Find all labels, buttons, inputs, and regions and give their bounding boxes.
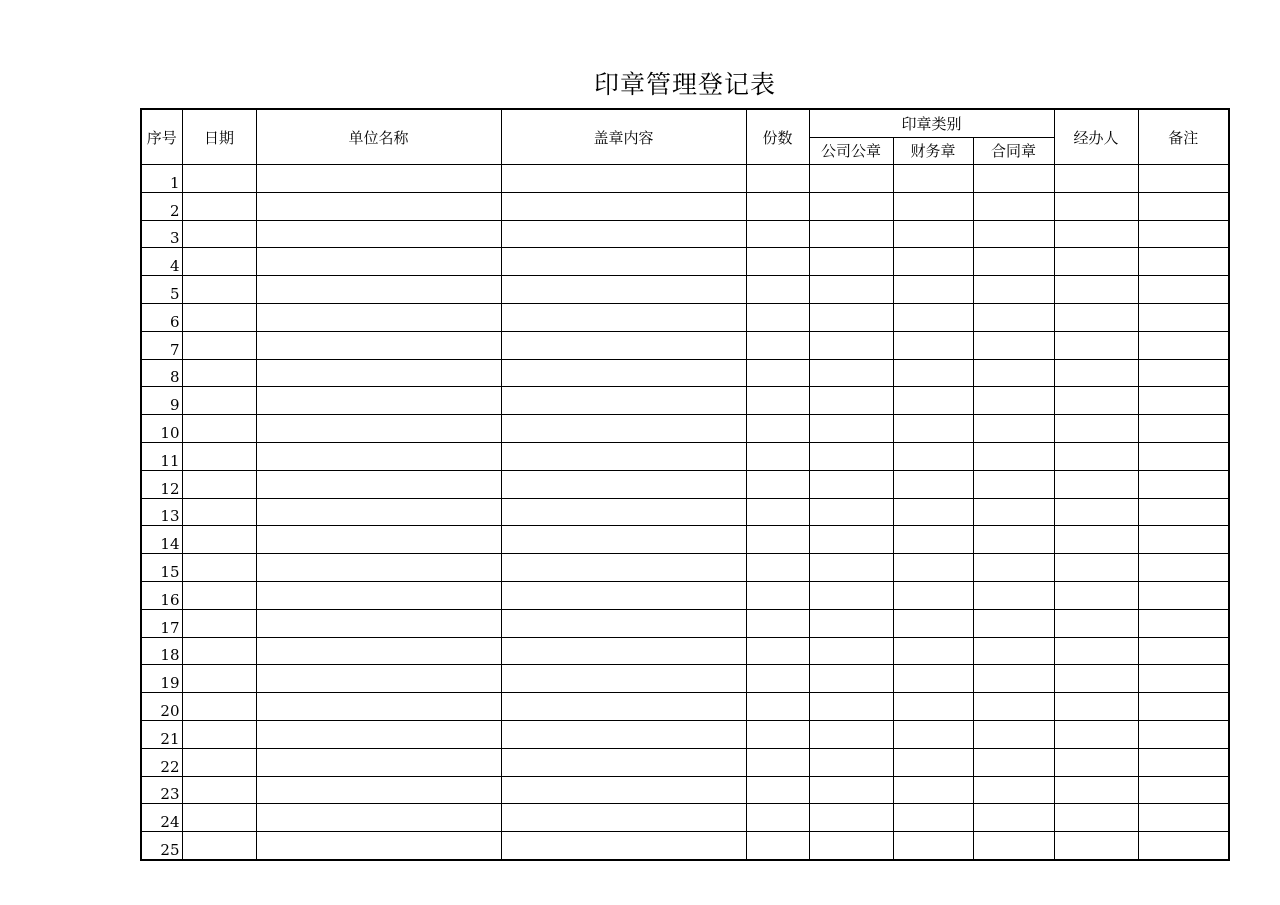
stamp-content-cell[interactable] xyxy=(501,748,746,776)
stamp-content-cell[interactable] xyxy=(501,165,746,193)
seal-finance-cell[interactable] xyxy=(893,804,973,832)
seal-contract-cell[interactable] xyxy=(973,248,1054,276)
seal-contract-cell[interactable] xyxy=(973,720,1054,748)
handler-cell[interactable] xyxy=(1054,609,1138,637)
handler-cell[interactable] xyxy=(1054,832,1138,860)
table-row xyxy=(141,581,1229,609)
seal-contract-cell[interactable] xyxy=(973,776,1054,804)
date-cell[interactable] xyxy=(182,192,256,220)
table-row xyxy=(141,526,1229,554)
stamp-content-cell[interactable] xyxy=(501,498,746,526)
seal-finance-cell[interactable] xyxy=(893,331,973,359)
unit-name-cell[interactable] xyxy=(256,248,501,276)
seal-company-cell[interactable] xyxy=(809,748,893,776)
seal-contract-cell[interactable] xyxy=(973,359,1054,387)
unit-name-cell[interactable] xyxy=(256,693,501,721)
table-row xyxy=(141,498,1229,526)
seal-finance-cell[interactable] xyxy=(893,387,973,415)
remarks-cell[interactable] xyxy=(1138,165,1229,193)
date-cell[interactable] xyxy=(182,276,256,304)
copies-cell[interactable] xyxy=(746,526,809,554)
unit-name-cell[interactable] xyxy=(256,303,501,331)
handler-cell[interactable] xyxy=(1054,665,1138,693)
seal-finance-cell[interactable] xyxy=(893,359,973,387)
seal-company-cell[interactable] xyxy=(809,832,893,860)
copies-cell[interactable] xyxy=(746,276,809,304)
unit-name-cell[interactable] xyxy=(256,415,501,443)
seq-cell: 2 xyxy=(141,192,182,220)
stamp-content-cell[interactable] xyxy=(501,804,746,832)
handler-cell[interactable] xyxy=(1054,748,1138,776)
seal-company-cell[interactable] xyxy=(809,720,893,748)
remarks-cell[interactable] xyxy=(1138,331,1229,359)
handler-cell[interactable] xyxy=(1054,276,1138,304)
header-date: 日期 xyxy=(182,109,256,165)
seq-cell: 21 xyxy=(141,720,182,748)
unit-name-cell[interactable] xyxy=(256,359,501,387)
seal-company-cell[interactable] xyxy=(809,248,893,276)
header-handler: 经办人 xyxy=(1054,109,1138,165)
unit-name-cell[interactable] xyxy=(256,498,501,526)
seal-contract-cell[interactable] xyxy=(973,303,1054,331)
unit-name-cell[interactable] xyxy=(256,165,501,193)
seq-cell: 6 xyxy=(141,303,182,331)
copies-cell[interactable] xyxy=(746,303,809,331)
seq-cell: 13 xyxy=(141,498,182,526)
stamp-content-cell[interactable] xyxy=(501,470,746,498)
remarks-cell[interactable] xyxy=(1138,470,1229,498)
seal-contract-cell[interactable] xyxy=(973,442,1054,470)
unit-name-cell[interactable] xyxy=(256,720,501,748)
stamp-content-cell[interactable] xyxy=(501,526,746,554)
seal-finance-cell[interactable] xyxy=(893,693,973,721)
seal-contract-cell[interactable] xyxy=(973,609,1054,637)
unit-name-cell[interactable] xyxy=(256,637,501,665)
seal-finance-cell[interactable] xyxy=(893,776,973,804)
header-seal-type: 印章类别 xyxy=(809,109,1054,137)
copies-cell[interactable] xyxy=(746,498,809,526)
unit-name-cell[interactable] xyxy=(256,387,501,415)
unit-name-cell[interactable] xyxy=(256,331,501,359)
table-row xyxy=(141,276,1229,304)
handler-cell[interactable] xyxy=(1054,359,1138,387)
stamp-content-cell[interactable] xyxy=(501,276,746,304)
handler-cell[interactable] xyxy=(1054,220,1138,248)
header-unit-name: 单位名称 xyxy=(256,109,501,165)
table-row xyxy=(141,665,1229,693)
stamp-content-cell[interactable] xyxy=(501,248,746,276)
remarks-cell[interactable] xyxy=(1138,415,1229,443)
table-row xyxy=(141,248,1229,276)
remarks-cell[interactable] xyxy=(1138,609,1229,637)
seq-cell: 22 xyxy=(141,748,182,776)
remarks-cell[interactable] xyxy=(1138,442,1229,470)
handler-cell[interactable] xyxy=(1054,248,1138,276)
remarks-cell[interactable] xyxy=(1138,776,1229,804)
unit-name-cell[interactable] xyxy=(256,526,501,554)
table-row xyxy=(141,609,1229,637)
copies-cell[interactable] xyxy=(746,331,809,359)
seq-cell: 7 xyxy=(141,331,182,359)
remarks-cell[interactable] xyxy=(1138,554,1229,582)
seq-cell: 19 xyxy=(141,665,182,693)
stamp-content-cell[interactable] xyxy=(501,192,746,220)
unit-name-cell[interactable] xyxy=(256,554,501,582)
stamp-content-cell[interactable] xyxy=(501,665,746,693)
seal-company-cell[interactable] xyxy=(809,665,893,693)
seal-company-cell[interactable] xyxy=(809,331,893,359)
stamp-content-cell[interactable] xyxy=(501,387,746,415)
date-cell[interactable] xyxy=(182,220,256,248)
seal-company-cell[interactable] xyxy=(809,554,893,582)
seal-finance-cell[interactable] xyxy=(893,526,973,554)
stamp-content-cell[interactable] xyxy=(501,415,746,443)
handler-cell[interactable] xyxy=(1054,415,1138,443)
date-cell[interactable] xyxy=(182,442,256,470)
seal-company-cell[interactable] xyxy=(809,387,893,415)
remarks-cell[interactable] xyxy=(1138,303,1229,331)
seal-company-cell[interactable] xyxy=(809,442,893,470)
seal-finance-cell[interactable] xyxy=(893,248,973,276)
date-cell[interactable] xyxy=(182,637,256,665)
copies-cell[interactable] xyxy=(746,192,809,220)
unit-name-cell[interactable] xyxy=(256,442,501,470)
seal-contract-cell[interactable] xyxy=(973,415,1054,443)
seal-finance-cell[interactable] xyxy=(893,581,973,609)
header-seal-finance: 财务章 xyxy=(893,137,973,165)
remarks-cell[interactable] xyxy=(1138,526,1229,554)
table-row xyxy=(141,303,1229,331)
handler-cell[interactable] xyxy=(1054,693,1138,721)
seal-contract-cell[interactable] xyxy=(973,276,1054,304)
unit-name-cell[interactable] xyxy=(256,470,501,498)
unit-name-cell[interactable] xyxy=(256,665,501,693)
date-cell[interactable] xyxy=(182,248,256,276)
seal-contract-cell[interactable] xyxy=(973,804,1054,832)
stamp-content-cell[interactable] xyxy=(501,359,746,387)
seq-cell: 16 xyxy=(141,581,182,609)
date-cell[interactable] xyxy=(182,581,256,609)
remarks-cell[interactable] xyxy=(1138,248,1229,276)
handler-cell[interactable] xyxy=(1054,192,1138,220)
seq-cell: 14 xyxy=(141,526,182,554)
unit-name-cell[interactable] xyxy=(256,192,501,220)
handler-cell[interactable] xyxy=(1054,165,1138,193)
handler-cell[interactable] xyxy=(1054,637,1138,665)
copies-cell[interactable] xyxy=(746,387,809,415)
seal-contract-cell[interactable] xyxy=(973,470,1054,498)
remarks-cell[interactable] xyxy=(1138,720,1229,748)
table-row xyxy=(141,359,1229,387)
copies-cell[interactable] xyxy=(746,804,809,832)
remarks-cell[interactable] xyxy=(1138,581,1229,609)
seal-finance-cell[interactable] xyxy=(893,220,973,248)
seal-contract-cell[interactable] xyxy=(973,693,1054,721)
seal-company-cell[interactable] xyxy=(809,415,893,443)
seal-contract-cell[interactable] xyxy=(973,498,1054,526)
seq-cell: 1 xyxy=(141,165,182,193)
seq-cell: 11 xyxy=(141,442,182,470)
copies-cell[interactable] xyxy=(746,442,809,470)
seal-register-table xyxy=(140,108,1230,861)
date-cell[interactable] xyxy=(182,720,256,748)
remarks-cell[interactable] xyxy=(1138,192,1229,220)
unit-name-cell[interactable] xyxy=(256,832,501,860)
remarks-cell[interactable] xyxy=(1138,498,1229,526)
seq-cell: 20 xyxy=(141,693,182,721)
seq-cell: 23 xyxy=(141,776,182,804)
unit-name-cell[interactable] xyxy=(256,220,501,248)
seal-company-cell[interactable] xyxy=(809,303,893,331)
seal-finance-cell[interactable] xyxy=(893,498,973,526)
seq-cell: 12 xyxy=(141,470,182,498)
handler-cell[interactable] xyxy=(1054,526,1138,554)
date-cell[interactable] xyxy=(182,470,256,498)
table-row xyxy=(141,220,1229,248)
seq-cell: 25 xyxy=(141,832,182,860)
seq-cell: 3 xyxy=(141,220,182,248)
date-cell[interactable] xyxy=(182,554,256,582)
table-row xyxy=(141,331,1229,359)
seal-company-cell[interactable] xyxy=(809,776,893,804)
copies-cell[interactable] xyxy=(746,359,809,387)
stamp-content-cell[interactable] xyxy=(501,220,746,248)
date-cell[interactable] xyxy=(182,331,256,359)
date-cell[interactable] xyxy=(182,776,256,804)
seal-company-cell[interactable] xyxy=(809,609,893,637)
table-row xyxy=(141,832,1229,860)
stamp-content-cell[interactable] xyxy=(501,581,746,609)
date-cell[interactable] xyxy=(182,804,256,832)
table-row xyxy=(141,165,1229,193)
seal-contract-cell[interactable] xyxy=(973,832,1054,860)
date-cell[interactable] xyxy=(182,359,256,387)
handler-cell[interactable] xyxy=(1054,720,1138,748)
copies-cell[interactable] xyxy=(746,609,809,637)
seq-cell: 8 xyxy=(141,359,182,387)
table-row xyxy=(141,554,1229,582)
table-row xyxy=(141,470,1229,498)
seal-company-cell[interactable] xyxy=(809,804,893,832)
table-row xyxy=(141,442,1229,470)
date-cell[interactable] xyxy=(182,303,256,331)
seal-company-cell[interactable] xyxy=(809,693,893,721)
seal-finance-cell[interactable] xyxy=(893,192,973,220)
stamp-content-cell[interactable] xyxy=(501,442,746,470)
table-row xyxy=(141,693,1229,721)
seq-cell: 4 xyxy=(141,248,182,276)
seal-finance-cell[interactable] xyxy=(893,748,973,776)
copies-cell[interactable] xyxy=(746,720,809,748)
seal-company-cell[interactable] xyxy=(809,498,893,526)
date-cell[interactable] xyxy=(182,387,256,415)
handler-cell[interactable] xyxy=(1054,442,1138,470)
handler-cell[interactable] xyxy=(1054,303,1138,331)
seal-company-cell[interactable] xyxy=(809,526,893,554)
seal-contract-cell[interactable] xyxy=(973,637,1054,665)
seal-contract-cell[interactable] xyxy=(973,165,1054,193)
handler-cell[interactable] xyxy=(1054,581,1138,609)
copies-cell[interactable] xyxy=(746,832,809,860)
unit-name-cell[interactable] xyxy=(256,776,501,804)
header-copies: 份数 xyxy=(746,109,809,165)
seal-company-cell[interactable] xyxy=(809,192,893,220)
remarks-cell[interactable] xyxy=(1138,359,1229,387)
seal-finance-cell[interactable] xyxy=(893,415,973,443)
stamp-content-cell[interactable] xyxy=(501,303,746,331)
copies-cell[interactable] xyxy=(746,470,809,498)
handler-cell[interactable] xyxy=(1054,470,1138,498)
remarks-cell[interactable] xyxy=(1138,665,1229,693)
date-cell[interactable] xyxy=(182,609,256,637)
table-row xyxy=(141,192,1229,220)
unit-name-cell[interactable] xyxy=(256,581,501,609)
stamp-content-cell[interactable] xyxy=(501,554,746,582)
seq-cell: 18 xyxy=(141,637,182,665)
date-cell[interactable] xyxy=(182,748,256,776)
copies-cell[interactable] xyxy=(746,415,809,443)
date-cell[interactable] xyxy=(182,832,256,860)
table-row xyxy=(141,748,1229,776)
seal-finance-cell[interactable] xyxy=(893,165,973,193)
table-row xyxy=(141,804,1229,832)
seal-finance-cell[interactable] xyxy=(893,303,973,331)
copies-cell[interactable] xyxy=(746,220,809,248)
seal-finance-cell[interactable] xyxy=(893,470,973,498)
remarks-cell[interactable] xyxy=(1138,693,1229,721)
table-row xyxy=(141,720,1229,748)
unit-name-cell[interactable] xyxy=(256,276,501,304)
page-title: 印章管理登记表 xyxy=(593,70,776,99)
seq-cell: 24 xyxy=(141,804,182,832)
unit-name-cell[interactable] xyxy=(256,804,501,832)
seal-finance-cell[interactable] xyxy=(893,720,973,748)
remarks-cell[interactable] xyxy=(1138,748,1229,776)
header-remarks: 备注 xyxy=(1138,109,1229,165)
seal-finance-cell[interactable] xyxy=(893,637,973,665)
copies-cell[interactable] xyxy=(746,693,809,721)
handler-cell[interactable] xyxy=(1054,776,1138,804)
seal-finance-cell[interactable] xyxy=(893,609,973,637)
seal-company-cell[interactable] xyxy=(809,165,893,193)
table-row xyxy=(141,387,1229,415)
seal-company-cell[interactable] xyxy=(809,637,893,665)
copies-cell[interactable] xyxy=(746,665,809,693)
stamp-content-cell[interactable] xyxy=(501,331,746,359)
handler-cell[interactable] xyxy=(1054,554,1138,582)
seal-finance-cell[interactable] xyxy=(893,832,973,860)
seal-company-cell[interactable] xyxy=(809,581,893,609)
seal-contract-cell[interactable] xyxy=(973,665,1054,693)
seal-company-cell[interactable] xyxy=(809,470,893,498)
handler-cell[interactable] xyxy=(1054,331,1138,359)
copies-cell[interactable] xyxy=(746,554,809,582)
unit-name-cell[interactable] xyxy=(256,748,501,776)
remarks-cell[interactable] xyxy=(1138,804,1229,832)
copies-cell[interactable] xyxy=(746,637,809,665)
copies-cell[interactable] xyxy=(746,581,809,609)
table-row xyxy=(141,776,1229,804)
date-cell[interactable] xyxy=(182,526,256,554)
stamp-content-cell[interactable] xyxy=(501,693,746,721)
date-cell[interactable] xyxy=(182,693,256,721)
date-cell[interactable] xyxy=(182,415,256,443)
seal-finance-cell[interactable] xyxy=(893,442,973,470)
seal-contract-cell[interactable] xyxy=(973,554,1054,582)
header-seal-contract: 合同章 xyxy=(973,137,1054,165)
date-cell[interactable] xyxy=(182,498,256,526)
header-seq: 序号 xyxy=(141,109,182,165)
seal-finance-cell[interactable] xyxy=(893,665,973,693)
handler-cell[interactable] xyxy=(1054,387,1138,415)
seal-contract-cell[interactable] xyxy=(973,748,1054,776)
table-row xyxy=(141,637,1229,665)
remarks-cell[interactable] xyxy=(1138,832,1229,860)
seal-company-cell[interactable] xyxy=(809,220,893,248)
seq-cell: 10 xyxy=(141,415,182,443)
header-seal-company: 公司公章 xyxy=(809,137,893,165)
seq-cell: 9 xyxy=(141,387,182,415)
seal-company-cell[interactable] xyxy=(809,276,893,304)
seal-contract-cell[interactable] xyxy=(973,331,1054,359)
seal-company-cell[interactable] xyxy=(809,359,893,387)
seq-cell: 17 xyxy=(141,609,182,637)
unit-name-cell[interactable] xyxy=(256,609,501,637)
remarks-cell[interactable] xyxy=(1138,387,1229,415)
stamp-content-cell[interactable] xyxy=(501,832,746,860)
seal-finance-cell[interactable] xyxy=(893,276,973,304)
seal-finance-cell[interactable] xyxy=(893,554,973,582)
date-cell[interactable] xyxy=(182,165,256,193)
seal-contract-cell[interactable] xyxy=(973,526,1054,554)
stamp-content-cell[interactable] xyxy=(501,637,746,665)
seq-cell: 5 xyxy=(141,276,182,304)
stamp-content-cell[interactable] xyxy=(501,609,746,637)
stamp-content-cell[interactable] xyxy=(501,720,746,748)
remarks-cell[interactable] xyxy=(1138,220,1229,248)
remarks-cell[interactable] xyxy=(1138,637,1229,665)
remarks-cell[interactable] xyxy=(1138,276,1229,304)
seal-contract-cell[interactable] xyxy=(973,192,1054,220)
handler-cell[interactable] xyxy=(1054,498,1138,526)
handler-cell[interactable] xyxy=(1054,804,1138,832)
seq-cell: 15 xyxy=(141,554,182,582)
date-cell[interactable] xyxy=(182,665,256,693)
seal-contract-cell[interactable] xyxy=(973,581,1054,609)
seal-contract-cell[interactable] xyxy=(973,387,1054,415)
header-stamp-content: 盖章内容 xyxy=(501,109,746,165)
stamp-content-cell[interactable] xyxy=(501,776,746,804)
copies-cell[interactable] xyxy=(746,248,809,276)
table-row xyxy=(141,415,1229,443)
copies-cell[interactable] xyxy=(746,776,809,804)
copies-cell[interactable] xyxy=(746,165,809,193)
copies-cell[interactable] xyxy=(746,748,809,776)
seal-contract-cell[interactable] xyxy=(973,220,1054,248)
